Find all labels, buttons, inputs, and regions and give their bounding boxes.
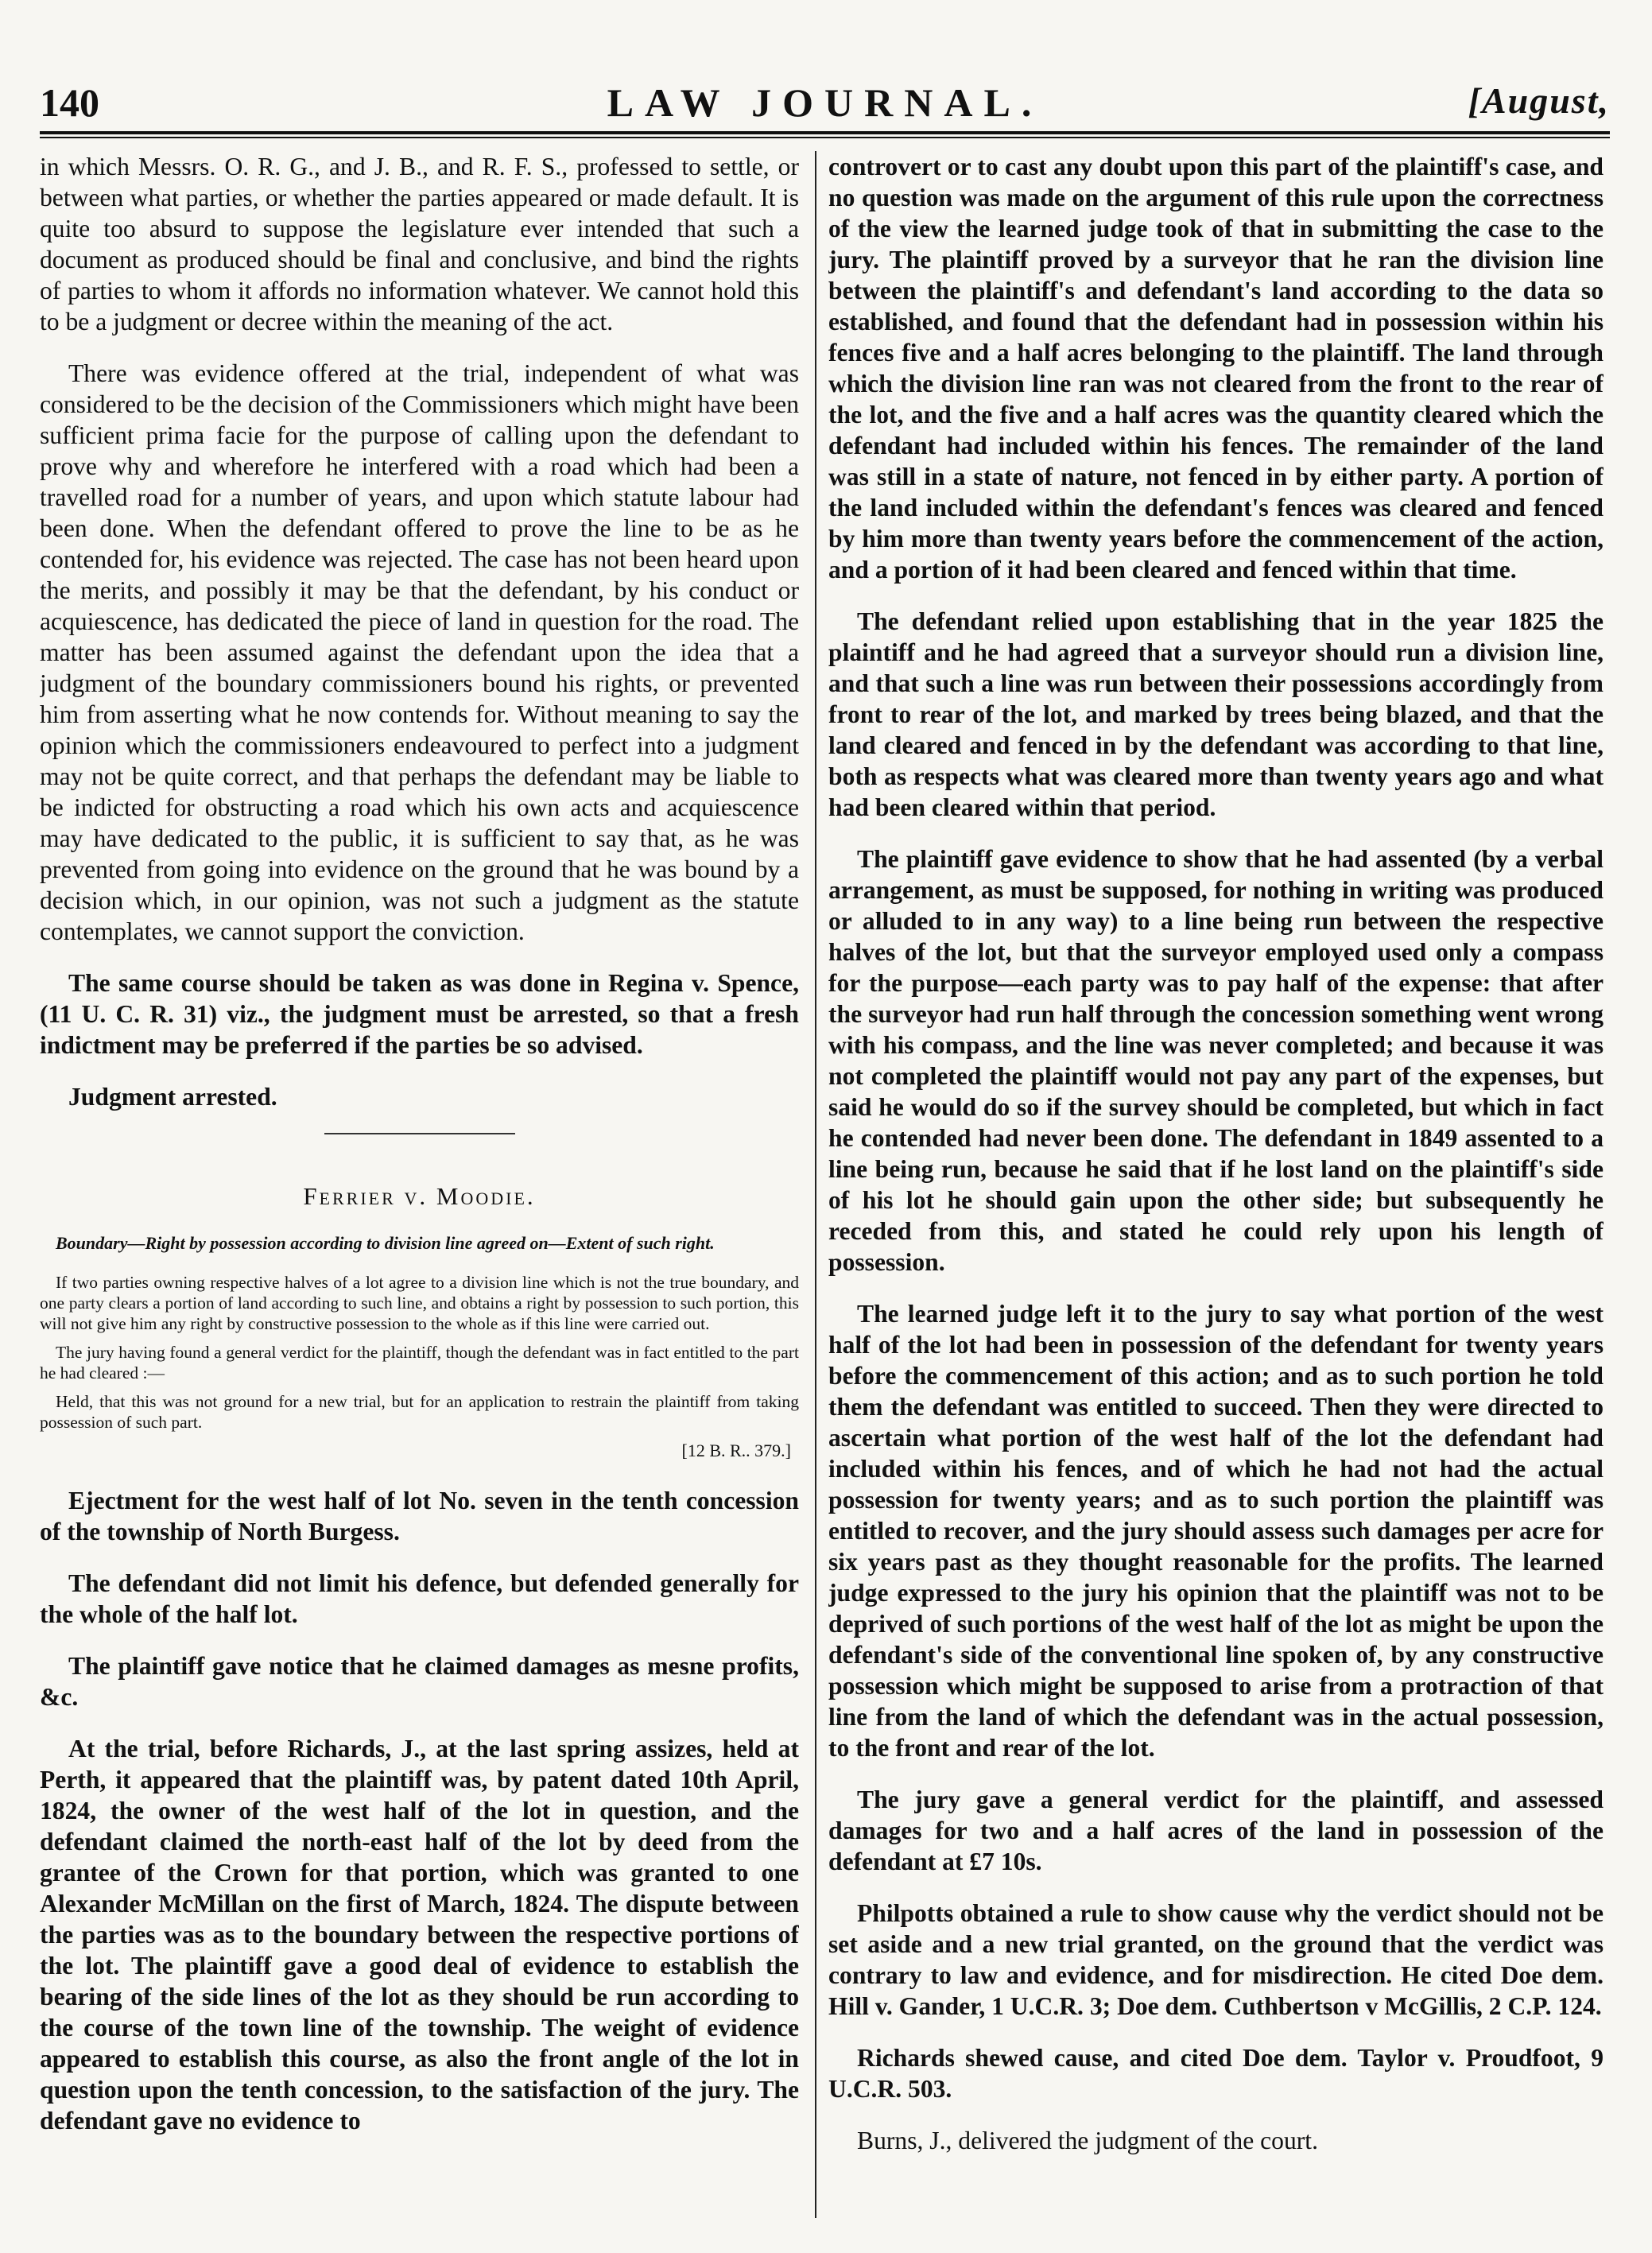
paragraph: The learned judge left it to the jury to say what portion of the west half of the lot had been in possession of the defendant for twenty years before the commencement of this action; and as to such portion he told them the defendant was entitled to succeed. Then they were directed to ascertain what portion of the west half of the lot the defendant had included within his fences, and of which he had not had the actual possession for twenty years; and as to such portion the plaintiff was entitled to recover, and the jury should assess such damages per acre for six years past as they thought reasonable for the profits. The learned judge expressed to the jury his opinion that the plaintiff was not to be deprived of such portions of the west half of the lot as might be upon the defendant's side of the conventional line spoken of, by any constructive possession which might be supposed to arise from a protraction of that line from the land of which the defendant was in the actual possession, to the front and rear of the lot. [828,1300,1604,1762]
judgment-note: Judgment arrested. [68,1083,277,1111]
page-number: 140 [40,80,99,125]
page-header [40,79,1610,135]
left-column [40,151,799,2234]
right-column [828,151,1604,2234]
paragraph: There was evidence offered at the trial, independent of what was considered to be the decision of the Commissioners which might have been sufficient prima facie for the purpose of calling upon the defendant to prove why and wherefore he interfered with a road which had been a travelled road for a number of years, and upon which statute labour had been done. When the defendant offered to prove the line to be as he contended for, his evidence was rejected. The case has not been heard upon the merits, and possibly it may be that the defendant, by his conduct or acquiescence, has dedicated the piece of land in question for the road. The matter has been assumed against the defendant upon the idea that a judgment of the boundary commissioners bound his rights, or prevented him from asserting what he now contends for. Without meaning to say the opinion which the commissioners endeavoured to perfect into a judgment may not be quite correct, and that perhaps the defendant may be liable to be indicted for obstructing a road which his own acts and acquiescence may have dedicated to the public, it is sufficient to say that, as he was prevented from going into evidence on the ground that he was bound by a decision which, in our opinion, was not such a judgment as the statute contemplates, we cannot support the conviction. [40,359,799,945]
paragraph: The defendant relied upon establishing that in the year 1825 the plaintiff and he had agreed that a surveyor should run a division line, and that such a line was run between their possessions accordingly from front to rear of the lot, and marked by trees being blazed, and that the land cleared and fenced in by the defendant was according to that line, both as respects what was cleared more than twenty years ago and what had been cleared within that period. [828,607,1604,821]
paragraph: The same course should be taken as was done in Regina v. Spence, (11 U. C. R. 31) viz., the judgment must be arrested, so that a fresh indictment may be preferred if the parties be so advised. [40,969,799,1059]
paragraph: Ejectment for the west half of lot No. seven in the tenth concession of the township of North Burgess. [40,1487,799,1545]
section-divider [324,1133,515,1134]
syllabus-item: The jury having found a general verdict for the plaintiff, though the defendant was in fact entitled to the part he had cleared :— [40,1343,799,1382]
column-divider [815,151,816,2218]
paragraph: Philpotts obtained a rule to show cause why the verdict should not be set aside and a new trial granted, on the ground that the verdict was contrary to law and evidence, and for misdirection. He cited Doe dem. Hill v. Gander, 1 U.C.R. 3; Doe dem. Cuthbertson v McGillis, 2 C.P. 124. [828,1899,1604,2020]
header-rule-thick [40,131,1610,134]
paragraph: Richards shewed cause, and cited Doe dem. Taylor v. Proudfoot, 9 U.C.R. 503. [828,2044,1604,2103]
month-label: [August, [1468,80,1610,121]
paragraph: The defendant did not limit his defence, but defended generally for the whole of the half lot. [40,1569,799,1628]
paragraph: in which Messrs. O. R. G., and J. B., and R. F. S., professed to settle, or between what parties, or whether the parties appeared or made default. It is quite too absurd to suppose the legislature ever intended that such a document as produced should be final and conclusive, and bind the rights of parties to whom it affords no information whatever. We cannot hold this to be a judgment or decree within the meaning of the act. [40,153,799,335]
header-rule-thin [40,137,1610,138]
case-headnote: Boundary—Right by possession according to division line agreed on—Extent of such right. [56,1233,715,1253]
case-citation: [12 B. R.. 379.] [681,1441,791,1460]
paragraph: The jury gave a general verdict for the plaintiff, and assessed damages for two and a half acres of the land in possession of the defendant at £7 10s. [828,1786,1604,1875]
paragraph: At the trial, before Richards, J., at the last spring assizes, held at Perth, it appeared that the plaintiff was, by patent dated 10th April, 1824, the owner of the west half of the lot in question, and the defendant claimed the north-east half of the lot by deed from the grantee of the Crown for that portion, which was granted to one Alexander McMillan on the first of March, 1824. The dispute between the parties was as to the boundary between the respective portions of the lot. The plaintiff gave a good deal of evidence to establish the bearing of the side lines of the lot as they should be run according to the course of the town line of the township. The weight of evidence appeared to establish this course, as also the front angle of the lot in question upon the tenth concession, to the satisfaction of the jury. The defendant gave no evidence to [40,1735,799,2135]
syllabus-item: Held, that this was not ground for a new trial, but for an application to restrain the plaintiff from taking possession of such part. [40,1392,799,1432]
paragraph: The plaintiff gave notice that he claimed damages as mesne profits, &c. [40,1652,799,1711]
syllabus-item: If two parties owning respective halves of a lot agree to a division line which is not the true boundary, and one party clears a portion of land according to such line, and obtains a right by possession to such portion, this will not give him any right by constructive possession to the whole as if this line were carried out. [40,1273,799,1333]
journal-title: LAW JOURNAL. [607,80,1043,125]
paragraph: controvert or to cast any doubt upon this part of the plaintiff's case, and no question was made on the argument of this rule upon the correctness of the view the learned judge took of that in submitting the case to the jury. The plaintiff proved by a surveyor that he ran the division line between the plaintiff's and defendant's land according to the data so established, and found that the defendant had in possession within his fences five and a half acres belonging to the plaintiff. The land through which the division line ran was not cleared from the front to the rear of the lot, and the five and a half acres was the quantity cleared which the defendant had included within his fences. The remainder of the land was still in a state of nature, not fenced in by either party. A portion of the land included within the defendant's fences was cleared and fenced by him more than twenty years before the commencement of the action, and a portion of it had been cleared and fenced within that time. [828,153,1604,584]
paragraph: The plaintiff gave evidence to show that he had assented (by a verbal arrangement, as must be supposed, for nothing in writing was produced or alluded to in any way) to a line being run between the respective halves of the lot, but that the surveyor employed used only a compass for the purpose—each party was to pay half of the expense: that after the surveyor had run half through the concession something went wrong with his compass, and the line was never completed; and because it was not completed the plaintiff would not pay any part of the expenses, but said he would do so if the survey should be completed, but which in fact he contended had never been done. The defendant in 1849 assented to a line being run, because he said that if he lost land on the plaintiff's side of his lot he should gain upon the other side; but subsequently he receded from this, and stated he could rely upon his length of possession. [828,845,1604,1276]
case-title: Ferrier v. Moodie. [303,1182,536,1210]
paragraph: Burns, J., delivered the judgment of the court. [857,2127,1318,2154]
